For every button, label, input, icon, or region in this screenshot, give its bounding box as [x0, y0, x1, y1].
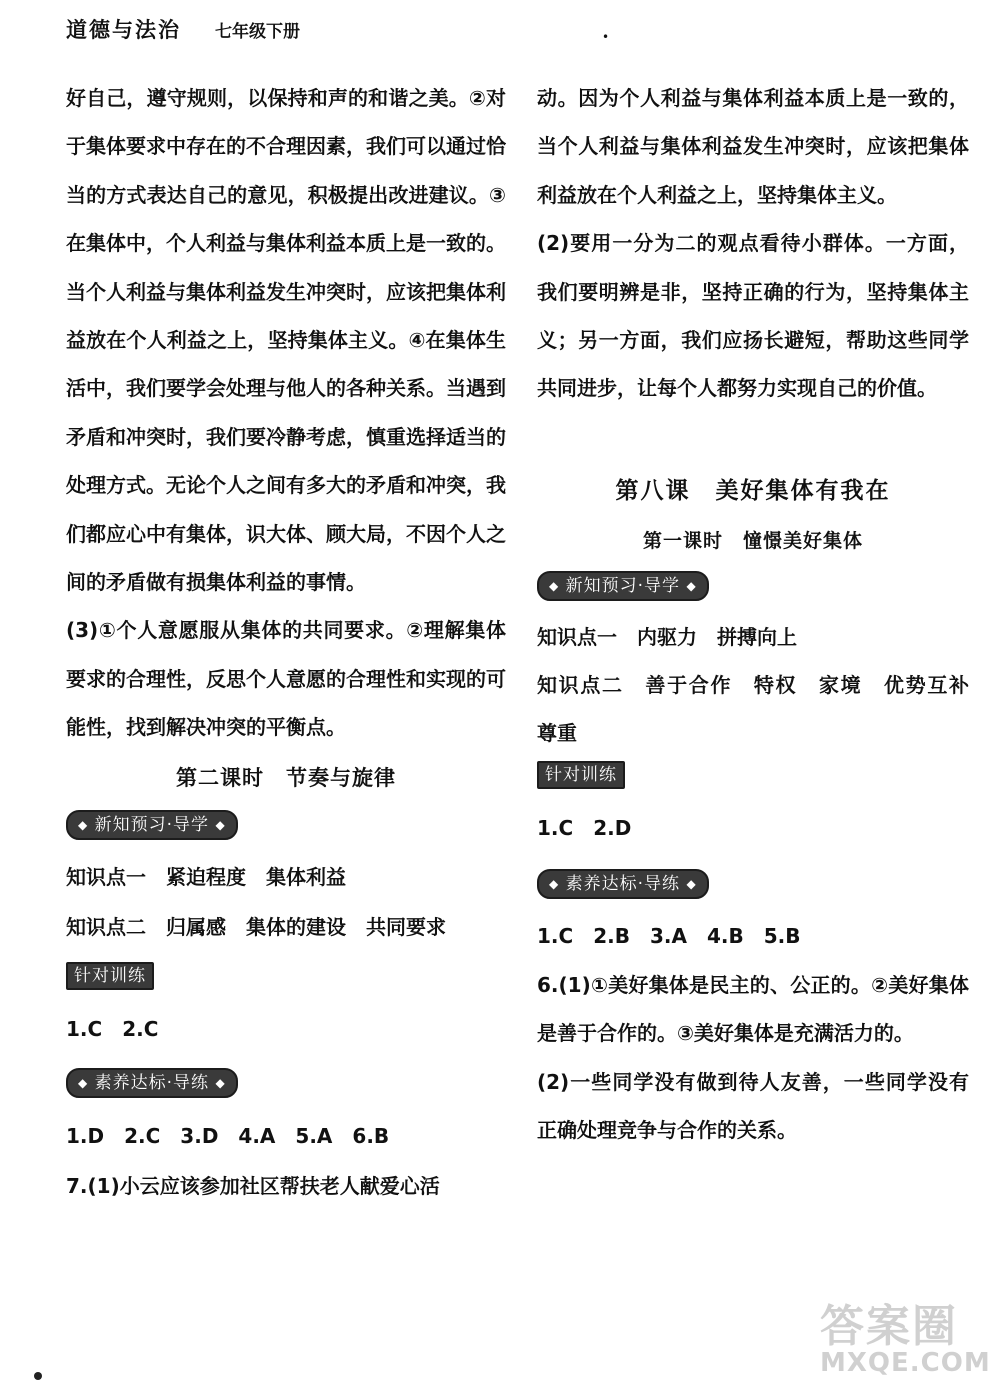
question-7: 7.(1)小云应该参加社区帮扶老人献爱心活	[66, 1173, 440, 1198]
diamond-icon: ◆	[215, 1075, 226, 1090]
practice-tag-label: 素养达标·导练	[94, 1072, 210, 1093]
left-paragraph-1: 好自己，遵守规则，以保持和声的和谐之美。②对于集体要求中存在的不合理因素，我们可以通过恰当的方式表达自己的意见，积极提出改进建议。③在集体中，个人利益与集体利益本质上是一致的。当个人利益与集体利益发生冲突时，应该把集体利益放在个人利益之上，坚持集体主义。④在集体生活中，我们要学会处理与他人的各种关系。当遇到矛盾和冲突时，我们要冷静考虑，慎重选择适当的处理方式。无论个人之间有多大的矛盾和冲突，我们都应心中有集体，识大体、顾大局，不因个人之间的矛盾做有损集体利益的事情。	[66, 86, 506, 595]
right-paragraph-1: 动。因为个人利益与集体利益本质上是一致的，当个人利益与集体利益发生冲突时，应该把集体利益放在个人利益之上，坚持集体主义。	[537, 86, 969, 207]
diamond-icon: ◆	[78, 1075, 89, 1090]
preview-tag-wrap-right	[537, 571, 969, 613]
knowledge-point-2-left: 知识点二 归属感 集体的建设 共同要求	[66, 914, 446, 939]
training-tag-right: 针对训练	[537, 761, 625, 789]
knowledge-point-1-left: 知识点一 紧迫程度 集体利益	[66, 864, 346, 889]
right-paragraph-2: (2)要用一分为二的观点看待小群体。一方面，我们要明辨是非，坚持正确的行为，坚持集体主义；另一方面，我们应扬长避短，帮助这些同学共同进步，让每个人都努力实现自己的价值。	[537, 231, 969, 401]
watermark-bottom: MXQE.COM	[820, 1348, 991, 1378]
practice-tag-right	[537, 869, 709, 899]
grade-label: 七年级下册	[215, 22, 300, 42]
knowledge-point-2-right: 知识点二 善于合作 特权 家境 优势互补 尊重	[537, 672, 989, 745]
training-tag-left: 针对训练	[66, 962, 154, 990]
practice-tag-wrap	[66, 1068, 506, 1110]
preview-tag-label: 新知预习·导学	[565, 575, 681, 596]
practice-tag-label: 素养达标·导练	[565, 873, 681, 894]
diamond-icon: ◆	[78, 817, 89, 832]
question-6-2: (2)一些同学没有做到待人友善，一些同学没有正确处理竞争与合作的关系。	[537, 1069, 969, 1143]
corner-dot	[34, 1372, 42, 1380]
left-column	[66, 74, 506, 1210]
practice-answers-right: 1.C 2.B 3.A 4.B 5.B	[537, 923, 801, 948]
unit-title: 第八课 美好集体有我在	[615, 477, 891, 504]
practice-answers-left: 1.D 2.C 3.D 4.A 5.A 6.B	[66, 1123, 390, 1148]
header-dot: •	[602, 30, 610, 44]
right-column	[537, 74, 989, 1154]
lesson-title-left: 第二课时 节奏与旋律	[176, 765, 396, 790]
practice-tag-wrap-right	[537, 869, 969, 911]
diamond-icon: ◆	[215, 817, 226, 832]
diamond-icon: ◆	[686, 876, 697, 891]
training-tag-wrap-right	[537, 761, 969, 803]
watermark-logo	[820, 1290, 990, 1380]
subject-title: 道德与法治	[66, 18, 181, 42]
diamond-icon: ◆	[549, 876, 560, 891]
knowledge-point-1-right: 知识点一 内驱力 拼搏向上	[537, 624, 797, 649]
diamond-icon: ◆	[686, 578, 697, 593]
preview-tag-right	[537, 571, 709, 601]
page-header	[66, 14, 300, 48]
question-6-1: 6.(1)①美好集体是民主的、公正的。②美好集体是善于合作的。③美好集体是充满活力的。	[537, 972, 969, 1046]
training-tag-wrap	[66, 962, 506, 1004]
diamond-icon: ◆	[549, 578, 560, 593]
left-paragraph-2: (3)①个人意愿服从集体的共同要求。②理解集体要求的合理性，反思个人意愿的合理性和实现的可能性，找到解决冲突的平衡点。	[66, 618, 506, 740]
lesson-title-right: 第一课时 憧憬美好集体	[642, 529, 863, 552]
practice-tag-left	[66, 1068, 238, 1098]
preview-tag-wrap	[66, 810, 506, 852]
preview-tag-left	[66, 810, 238, 840]
preview-tag-label: 新知预习·导学	[94, 814, 210, 835]
watermark-top: 答案圈	[820, 1301, 958, 1352]
training-answers-left: 1.C 2.C	[66, 1016, 159, 1041]
training-answers-right: 1.C 2.D	[537, 815, 632, 840]
